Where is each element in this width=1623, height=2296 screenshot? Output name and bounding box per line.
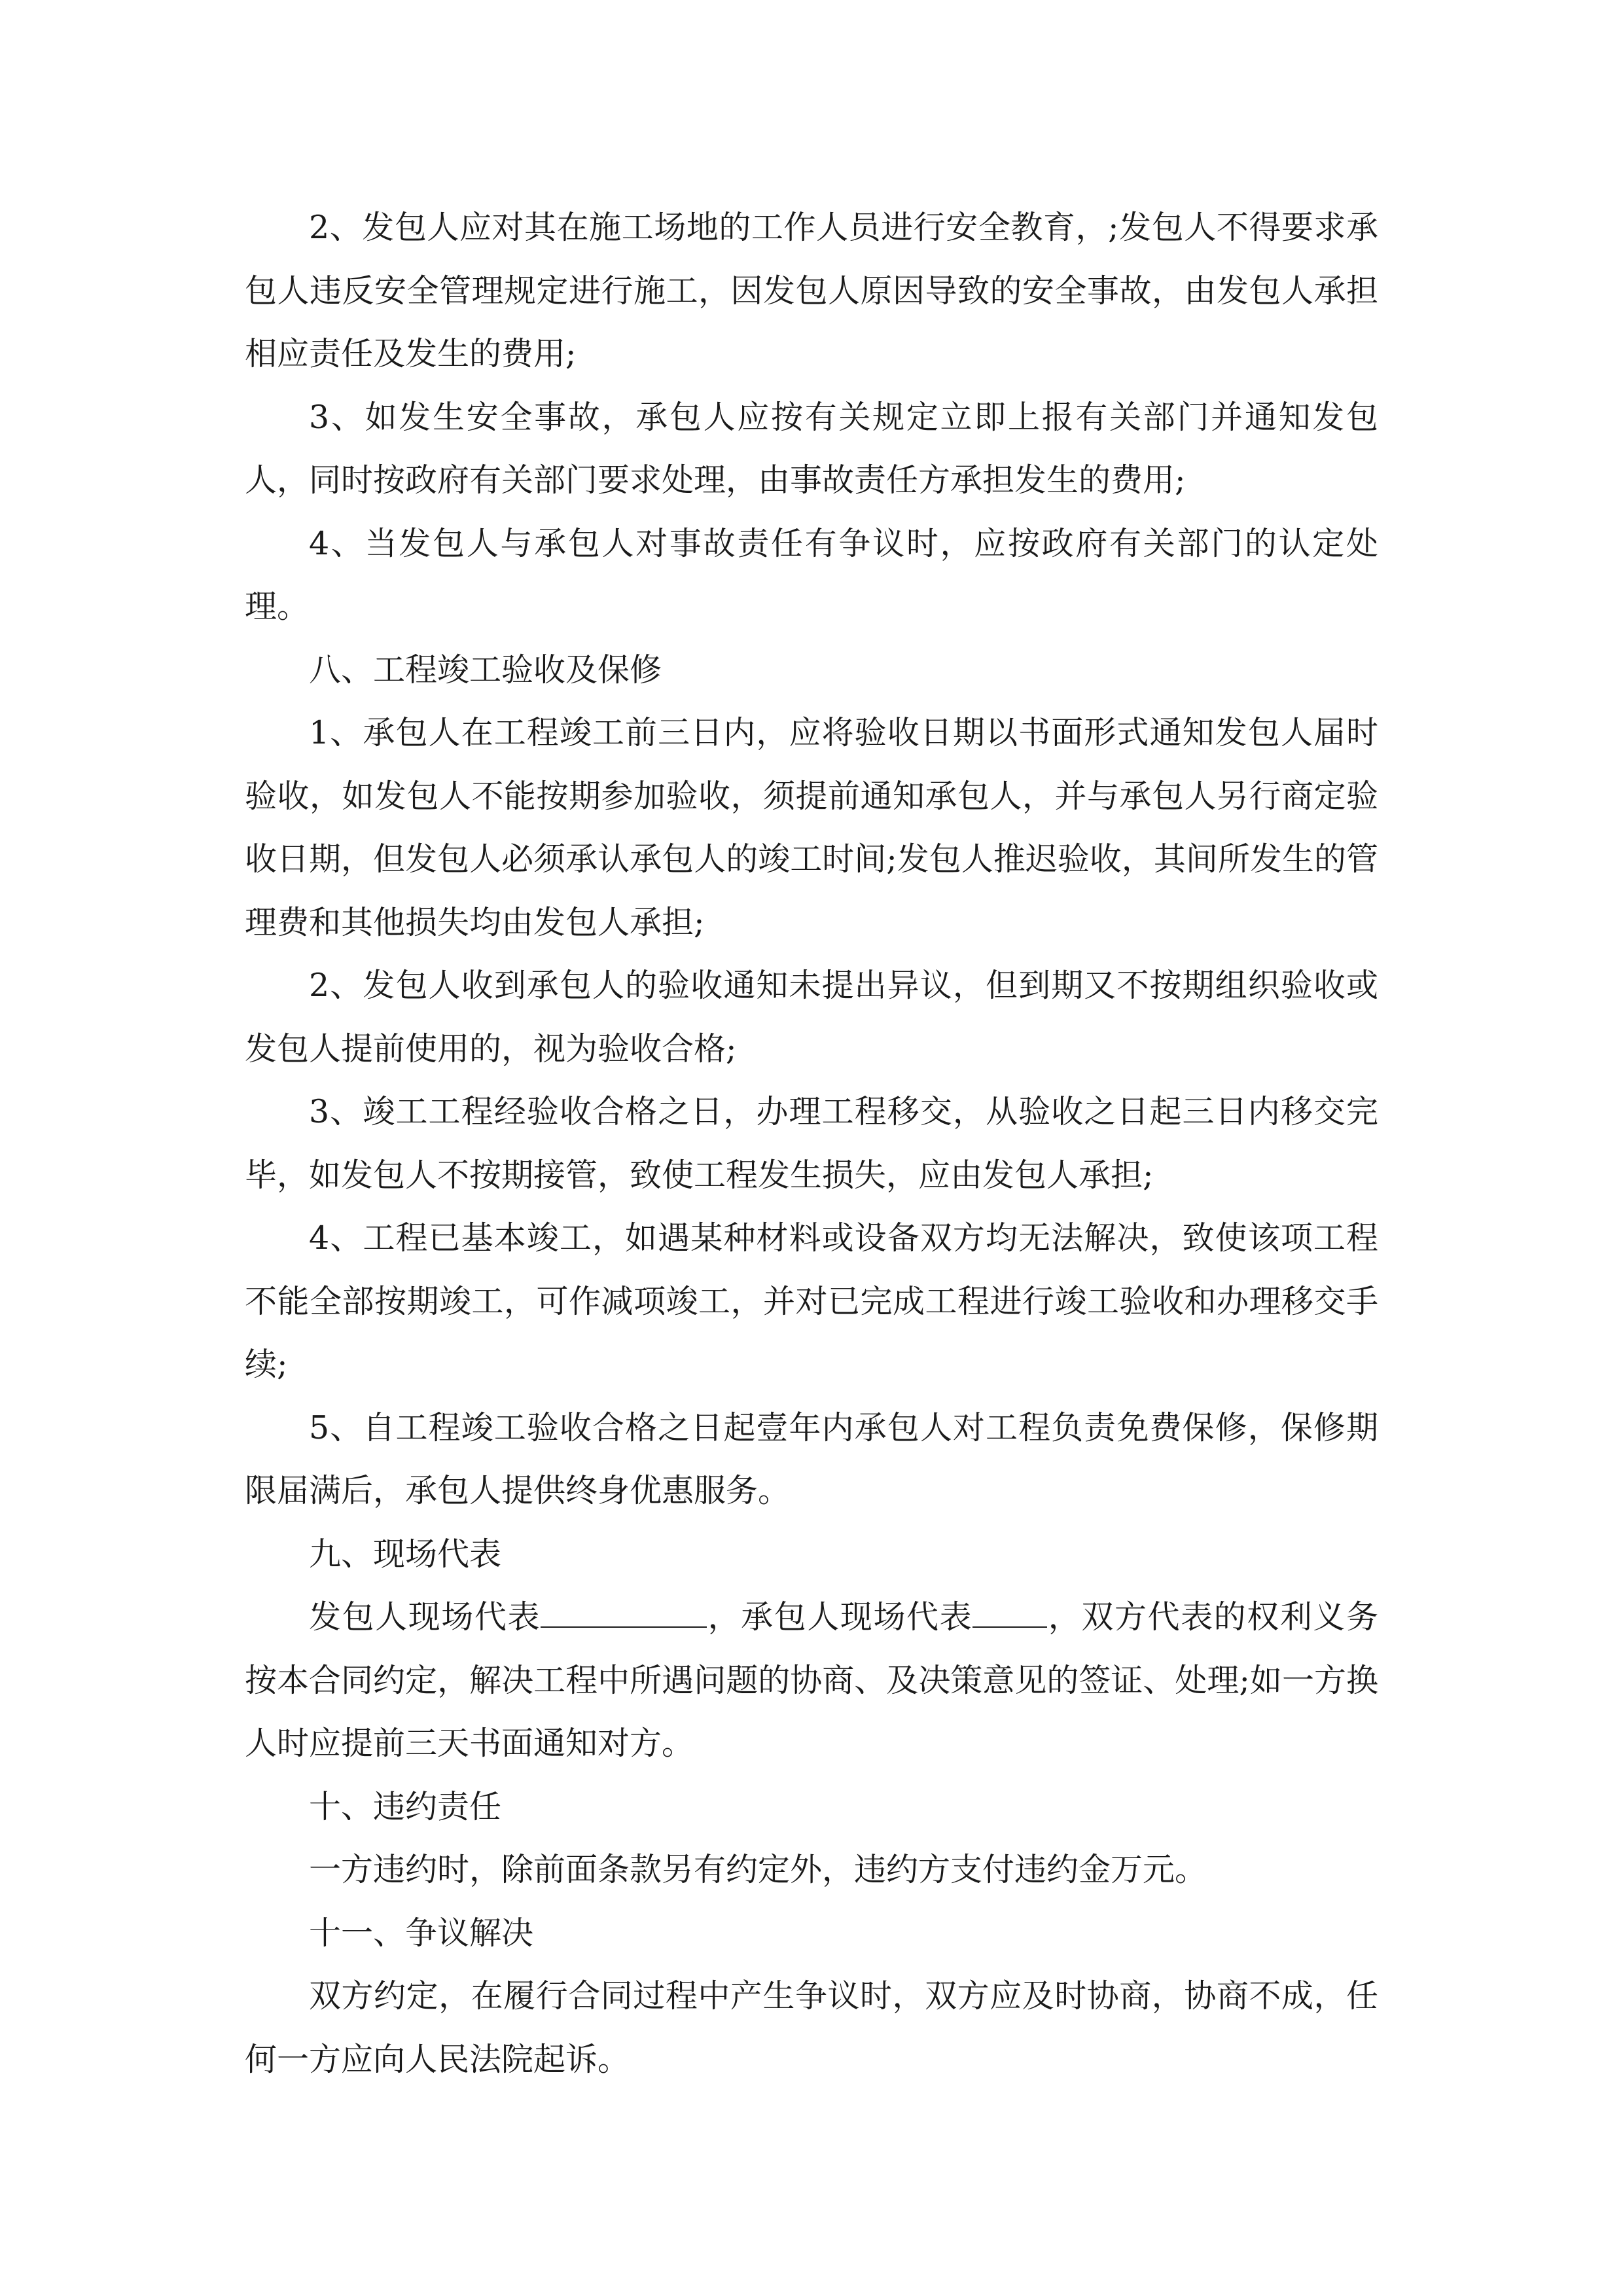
representatives-text-3: ，双方代表的权利义务按本合同约定，解决工程中所遇问题的协商、及决策意见的签证、处理;如一方换人时应提前三天书面通知对方。 bbox=[245, 1598, 1378, 1762]
representatives-text-1: 发包人现场代表 bbox=[309, 1598, 541, 1636]
contractor-representative-blank bbox=[972, 1586, 1047, 1628]
clause-8-5: 5、自工程竣工验收合格之日起壹年内承包人对工程负责免费保修，保修期限届满后，承包人提供终身优惠服务。 bbox=[245, 1408, 1378, 1509]
section-8-heading: 八、工程竣工验收及保修 bbox=[309, 651, 662, 689]
clause-7-4: 4、当发包人与承包人对事故责任有争议时，应按政府有关部门的认定处理。 bbox=[245, 524, 1378, 625]
section-11-heading: 十一、争议解决 bbox=[309, 1914, 534, 1952]
clause-8-1: 1、承包人在工程竣工前三日内，应将验收日期以书面形式通知发包人届时验收，如发包人不能按期参加验收，须提前通知承包人，并与承包人另行商定验收日期，但发包人必须承认承包人的竣工时间;发包人推迟验收，其间所发生的管理费和其他损失均由发包人承担; bbox=[245, 714, 1378, 941]
section-10-heading: 十、违约责任 bbox=[309, 1787, 502, 1825]
dispute-clause: 双方约定，在履行合同过程中产生争议时，双方应及时协商，协商不成，任何一方应向人民法院起诉。 bbox=[245, 1977, 1378, 2078]
representatives-text-2: ，承包人现场代表 bbox=[707, 1598, 973, 1636]
employer-representative-blank bbox=[541, 1586, 707, 1628]
clause-8-3: 3、竣工工程经验收合格之日，办理工程移交，从验收之日起三日内移交完毕，如发包人不按期接管，致使工程发生损失，应由发包人承担; bbox=[245, 1093, 1378, 1194]
clause-7-3: 3、如发生安全事故，承包人应按有关规定立即上报有关部门并通知发包人，同时按政府有关部门要求处理，由事故责任方承担发生的费用; bbox=[245, 398, 1378, 499]
section-9-heading: 九、现场代表 bbox=[309, 1535, 502, 1573]
clause-7-2: 2、发包人应对其在施工场地的工作人员进行安全教育，;发包人不得要求承包人违反安全管理规定进行施工，因发包人原因导致的安全事故，由发包人承担相应责任及发生的费用; bbox=[245, 209, 1378, 372]
breach-clause: 一方违约时，除前面条款另有约定外，违约方支付违约金万元。 bbox=[309, 1851, 1207, 1888]
clause-8-2: 2、发包人收到承包人的验收通知未提出异议，但到期又不按期组织验收或发包人提前使用的，视为验收合格; bbox=[245, 967, 1378, 1067]
document-page bbox=[245, 196, 1378, 2091]
clause-8-4: 4、工程已基本竣工，如遇某种材料或设备双方均无法解决，致使该项工程不能全部按期竣工，可作减项竣工，并对已完成工程进行竣工验收和办理移交手续; bbox=[245, 1219, 1378, 1383]
representatives-clause bbox=[245, 1586, 1378, 1776]
